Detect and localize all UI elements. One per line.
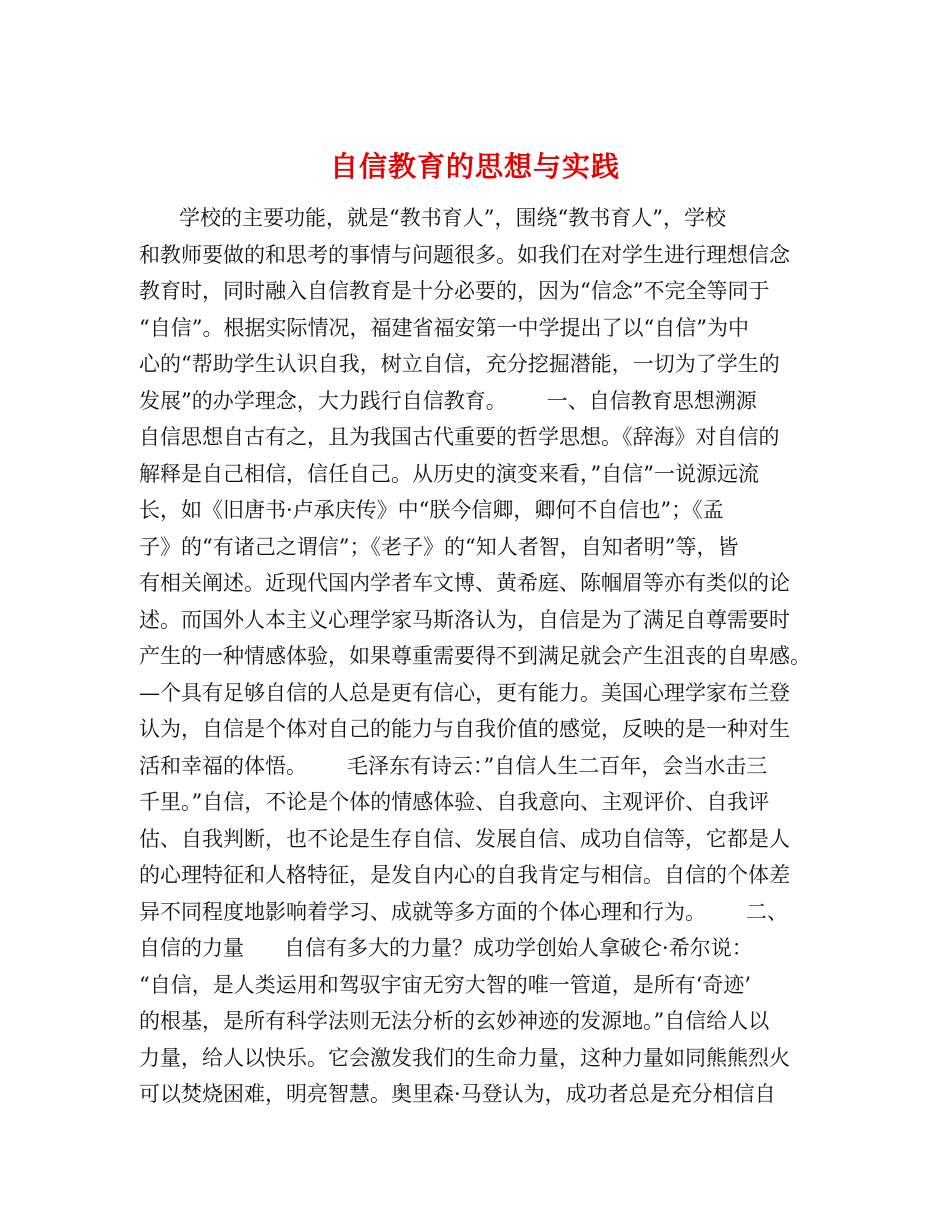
body-line: 可以焚烧困难，明亮智慧。奥里森·马登认为，成功者总是充分相信自	[139, 1082, 776, 1106]
body-line: 心的“帮助学生认识自我，树立自信，充分挖掘潜能，一切为了学生的	[139, 352, 780, 376]
body-line: —个具有足够自信的人总是更有信心，更有能力。美国心理学家布兰登	[139, 680, 790, 705]
body-line: 的心理特征和人格特征，是发自内心的自我肯定与相信。自信的个体差	[139, 863, 790, 887]
body-line: “自信，是人类运用和驾驭宇宙无穷大智的唯一管道，是所有‘奇迹’	[139, 972, 752, 997]
body-line: 力量，给人以快乐。它会激发我们的生命力量，这种力量如同熊熊烈火	[139, 1045, 790, 1070]
body-line: 解释是自己相信，信任自己。从历史的演变来看，”自信”一说源远流	[139, 461, 759, 486]
body-line: 述。而国外人本主义心理学家马斯洛认为，自信是为了满足自尊需要时	[139, 607, 790, 632]
body-line: 产生的一种情感体验，如果尊重需要得不到满足就会产生沮丧的自卑感。	[139, 644, 811, 668]
body-line: 异不同程度地影响着学习、成就等多方面的个体心理和行为。 二、	[139, 899, 789, 924]
body-line: “自信”。根据实际情况，福建省福安第一中学提出了以“自信”为中	[139, 315, 749, 340]
body-line: 认为，自信是个体对自己的能力与自我价值的感觉，反映的是一种对生	[139, 717, 790, 741]
body-line: 千里。”自信，不论是个体的情感体验、自我意向、主观评价、自我评	[139, 790, 770, 814]
body-line: 有相关阐述。近现代国内学者车文博、黄希庭、陈帼眉等亦有类似的论	[139, 571, 790, 595]
body-line: 的根基，是所有科学法则无法分析的玄妙神迹的发源地。”自信给人以	[139, 1009, 770, 1033]
body-line: 活和幸福的体悟。 毛泽东有诗云：”自信人生二百年，会当水击三	[139, 753, 768, 778]
document-title: 自信教育的思想与实践	[329, 149, 620, 183]
body-line: 自信思想自古有之，且为我国古代重要的哲学思想。《辞海》对自信的	[139, 425, 780, 449]
body-line: 和教师要做的和思考的事情与问题很多。如我们在对学生进行理想信念	[139, 242, 790, 267]
body-line: 自信的力量 自信有多大的力量？成功学创始人拿破仑·希尔说：	[139, 936, 753, 960]
document-body	[139, 200, 829, 1113]
body-line: 子》的“有诸己之谓信”；《老子》的“知人者智，自知者明”等，皆	[139, 534, 739, 559]
body-line: 估、自我判断，也不论是生存自信、发展自信、成功自信等，它都是人	[139, 826, 790, 851]
body-line: 教育时，同时融入自信教育是十分必要的，因为“信念”不完全等同于	[139, 279, 770, 303]
body-line: 发展”的办学理念，大力践行自信教育。 一、自信教育思想溯源	[139, 388, 757, 413]
body-line: 长，如《旧唐书·卢承庆传》中“朕今信卿，卿何不自信也”；《孟	[139, 498, 724, 522]
body-line: 学校的主要功能，就是“教书育人”，围绕“教书育人”，学校	[139, 206, 726, 230]
